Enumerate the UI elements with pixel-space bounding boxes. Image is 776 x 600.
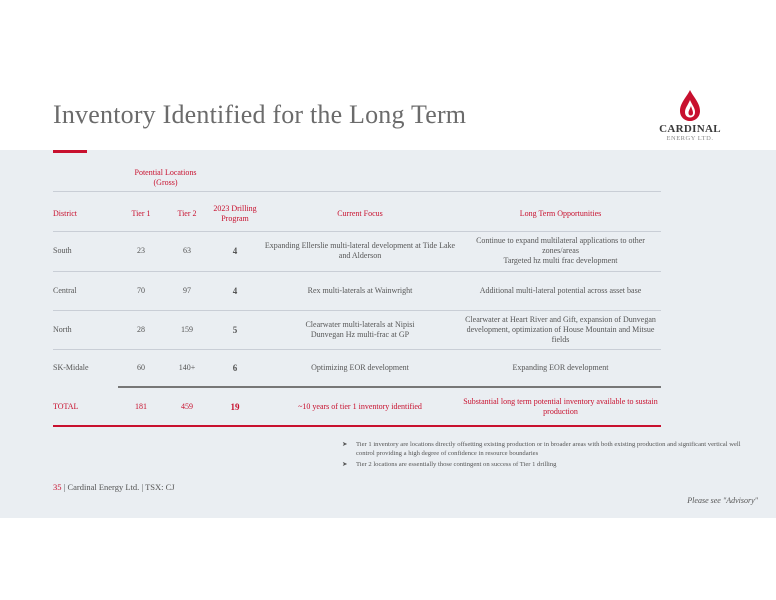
arrow-bullet-icon: ➤ — [342, 441, 348, 448]
cell-program: 4 — [232, 246, 238, 256]
group-header-divider — [53, 191, 661, 192]
cell-program: 5 — [232, 325, 238, 335]
cell-district: North — [53, 325, 72, 334]
table-row — [53, 272, 661, 310]
cell-tier2: 140+ — [178, 363, 196, 372]
cell-tier1: 60 — [137, 363, 145, 372]
cell-long-term-line: Continue to expand multilateral applications to other zones/areas — [476, 236, 645, 255]
cell-program: 4 — [232, 286, 238, 296]
cell-focus-line: Clearwater multi-laterals at Nipisi — [305, 320, 415, 329]
cell-district: TOTAL — [53, 401, 79, 411]
table-row — [53, 311, 661, 349]
cell-long-term-line: Targeted hz multi frac development — [503, 256, 618, 265]
total-row — [53, 388, 661, 425]
cell-program: 6 — [232, 363, 238, 373]
cell-tier2: 459 — [181, 401, 193, 411]
cell-tier1: 181 — [135, 401, 147, 411]
cell-tier2: 159 — [181, 325, 193, 334]
advisory-note: Please see "Advisory" — [687, 496, 758, 505]
cell-long-term — [460, 236, 661, 266]
cell-program: 19 — [230, 401, 240, 412]
cell-focus: Expanding Ellerslie multi-lateral development at Tide Lake and Alderson — [264, 241, 456, 260]
header-program: 2023 Drilling Program — [213, 204, 257, 223]
flame-drop-icon — [650, 88, 730, 124]
cell-tier2: 63 — [183, 246, 191, 255]
header-current-focus: Current Focus — [337, 209, 383, 218]
footnotes — [342, 440, 752, 471]
cell-focus — [260, 320, 460, 340]
table-row — [53, 232, 661, 270]
cell-district: SK-Midale — [53, 363, 89, 372]
slide-title: Inventory Identified for the Long Term — [53, 100, 467, 129]
header-district: District — [53, 209, 77, 218]
page-number: 35 — [53, 482, 62, 492]
table-row — [53, 350, 661, 386]
header-tier1: Tier 1 — [131, 209, 151, 218]
slide-footer — [53, 482, 175, 492]
footnote-text: Tier 2 locations are essentially those contingent on success of Tier 1 drilling — [356, 461, 557, 468]
cell-long-term: Substantial long term potential inventory available to sustain production — [463, 396, 658, 416]
cell-long-term: Clearwater at Heart River and Gift, expansion of Dunvegan development, optimization of House Mountain and Mitsue fields — [465, 315, 656, 344]
header-tier2: Tier 2 — [177, 209, 197, 218]
footnote-text: Tier 1 inventory are locations directly offsetting existing production or in broader areas with both existing production and significant vertical well control providing a high degree of confidence in resource boundaries — [356, 441, 741, 457]
list-item — [342, 440, 752, 458]
cell-tier1: 28 — [137, 325, 145, 334]
logo-subtitle: ENERGY LTD. — [666, 135, 714, 142]
table-header-row — [53, 198, 661, 230]
cell-district: South — [53, 246, 72, 255]
footer-text: | Cardinal Energy Ltd. | TSX: CJ — [61, 482, 175, 492]
cell-tier1: 23 — [137, 246, 145, 255]
cell-focus: ~10 years of tier 1 inventory identified — [298, 401, 422, 411]
potential-locations-header: Potential Locations (Gross) — [134, 168, 197, 187]
list-item — [342, 460, 752, 469]
cell-tier1: 70 — [137, 286, 145, 295]
cell-long-term: Expanding EOR development — [512, 363, 609, 372]
logo-wordmark: CARDINAL — [659, 123, 721, 135]
cell-focus: Rex multi-laterals at Wainwright — [307, 286, 413, 295]
cell-tier2: 97 — [183, 286, 191, 295]
total-bottom-rule — [53, 425, 661, 427]
cell-long-term: Additional multi-lateral potential across asset base — [479, 286, 642, 295]
title-accent-bar — [53, 150, 87, 153]
header-long-term: Long Term Opportunities — [519, 209, 602, 218]
cell-focus: Optimizing EOR development — [311, 363, 409, 372]
cell-district: Central — [53, 286, 77, 295]
company-logo — [650, 88, 730, 148]
cell-focus-line: Dunvegan Hz multi-frac at GP — [310, 330, 410, 339]
arrow-bullet-icon: ➤ — [342, 461, 348, 468]
